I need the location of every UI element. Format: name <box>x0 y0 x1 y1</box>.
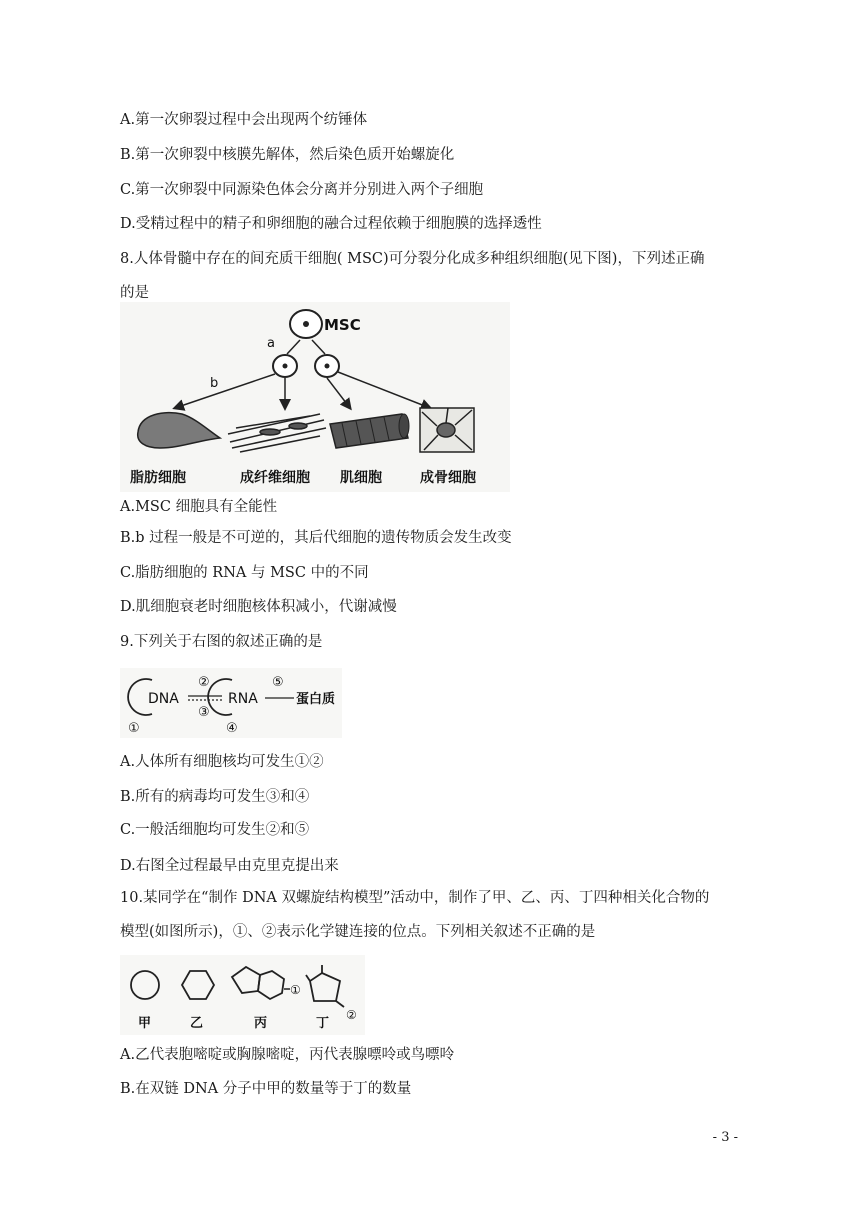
process-3-label: ③ <box>198 705 210 720</box>
q9-option-c: C.一般活细胞均可发生②和⑤ <box>120 822 310 838</box>
msc-label: MSC <box>324 316 361 334</box>
fibroblast-label: 成纤维细胞 <box>240 470 310 486</box>
q10-stem-line1: 10.某同学在“制作 DNA 双螺旋结构模型”活动中，制作了甲、乙、丙、丁四种相关化合物的 <box>120 890 710 906</box>
process-2-label: ② <box>198 675 210 690</box>
q8-option-b: B.b 过程一般是不可逆的，其后代细胞的遗传物质会发生改变 <box>120 530 512 546</box>
q8-msc-differentiation-figure <box>120 302 510 492</box>
label-b: b <box>210 376 219 391</box>
label-ding: 丁 <box>316 1016 330 1031</box>
q10-option-b: B.在双链 DNA 分子中甲的数量等于丁的数量 <box>120 1081 412 1097</box>
osteoblast-icon <box>420 408 474 452</box>
q7-option-a: A.第一次卵裂过程中会出现两个纺锤体 <box>120 112 368 128</box>
q7-option-d: D.受精过程中的精子和卵细胞的融合过程依赖于细胞膜的选择透性 <box>120 216 542 232</box>
q9-option-a: A.人体所有细胞核均可发生①② <box>120 754 324 770</box>
q9-option-b: B.所有的病毒均可发生③和④ <box>120 789 310 805</box>
bond-site-2-label: ② <box>346 1008 357 1022</box>
q7-option-c: C.第一次卵裂中同源染色体会分离并分别进入两个子细胞 <box>120 182 484 198</box>
q8-stem-line1: 8.人体骨髓中存在的间充质干细胞( MSC)可分裂分化成多种组织细胞(见下图)，下列述正确 <box>120 251 705 267</box>
process-1-label: ① <box>128 721 140 736</box>
msc-cell-icon <box>290 310 322 338</box>
label-jia: 甲 <box>138 1016 152 1031</box>
q10-dna-model-figure <box>120 955 365 1035</box>
q9-central-dogma-figure <box>120 668 342 738</box>
q10-option-a: A.乙代表胞嘧啶或胸腺嘧啶，丙代表腺嘌呤或鸟嘌呤 <box>120 1047 455 1063</box>
fat-cell-label: 脂肪细胞 <box>130 470 186 486</box>
protein-label: 蛋白质 <box>296 692 336 707</box>
q7-option-b: B.第一次卵裂中核膜先解体，然后染色质开始螺旋化 <box>120 147 455 163</box>
rna-label: RNA <box>228 691 258 707</box>
q9-stem: 9.下列关于右图的叙述正确的是 <box>120 634 323 650</box>
q10-stem-line2: 模型(如图所示)，①、②表示化学键连接的位点。下列相关叙述不正确的是 <box>120 924 596 940</box>
osteoblast-label: 成骨细胞 <box>420 470 476 486</box>
daughter-cell-left-icon <box>273 355 297 377</box>
q8-stem-line2: 的是 <box>120 285 149 301</box>
process-5-label: ⑤ <box>272 675 284 690</box>
q8-option-c: C.脂肪细胞的 RNA 与 MSC 中的不同 <box>120 565 369 581</box>
muscle-cell-label: 肌细胞 <box>340 470 382 486</box>
label-a: a <box>267 336 275 351</box>
q8-option-a: A.MSC 细胞具有全能性 <box>120 499 278 515</box>
bond-site-1-label: ① <box>290 983 301 997</box>
process-4-label: ④ <box>226 721 238 736</box>
dna-label: DNA <box>148 691 179 707</box>
q9-option-d: D.右图全过程最早由克里克提出来 <box>120 858 339 874</box>
label-bing: 丙 <box>254 1016 268 1031</box>
daughter-cell-right-icon <box>315 355 339 377</box>
page-number: - 3 - <box>712 1130 738 1145</box>
q8-option-d: D.肌细胞衰老时细胞核体积减小，代谢减慢 <box>120 599 397 615</box>
label-yi: 乙 <box>190 1016 204 1031</box>
